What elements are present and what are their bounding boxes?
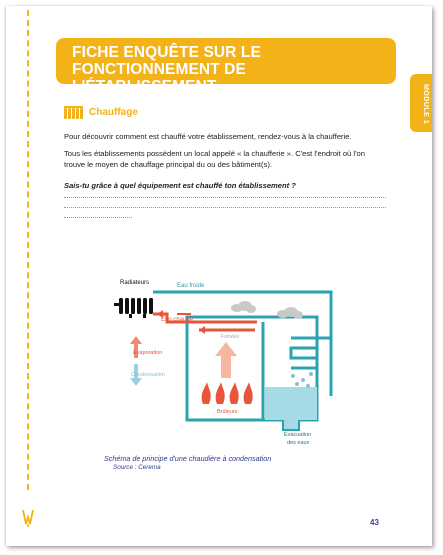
burners-label: Brûleurs [217, 409, 238, 415]
condensate-tank [265, 387, 317, 420]
answer-line-1[interactable] [64, 197, 386, 198]
margin-dashed-line [27, 10, 29, 490]
answer-line-2[interactable] [64, 207, 386, 208]
drain-pipe [283, 420, 299, 430]
chaufferie-paragraph: Tous les établissements possèdent un local appelé « la chaufferie ». C'est l'endroit où l'on trouve le moyen de chauffage principal du ou des bâtiment(s). [64, 149, 365, 169]
intro-paragraph: Pour découvrir comment est chauffé votre établissement, rendez-vous à la chaufferie. [64, 132, 352, 141]
answer-line-3[interactable] [64, 217, 132, 218]
figure-source: Source : Cerema [113, 464, 161, 471]
radiateurs-label: Radiateurs [120, 280, 150, 286]
hot-water-label: Eau chaude [161, 317, 194, 323]
fumes-label: Fumées [221, 334, 240, 340]
page-title: FICHE ENQUÊTE SUR LE FONCTIONNEMENT DE L'ÉTABLISSEMENT [72, 44, 261, 95]
radiator-icon [114, 298, 153, 318]
brand-mark-icon [20, 508, 36, 528]
drain-label-2: des eaux [287, 440, 310, 446]
smoke-cloud-icon [231, 301, 256, 313]
evaporation-label: Évaporation [133, 350, 163, 356]
figure-caption: Schéma de principe d'une chaudière à condensation [104, 454, 272, 463]
boiler-diagram [105, 270, 345, 452]
question-text: Sais-tu grâce à quel équipement est chauffé ton établissement ? [64, 181, 296, 190]
section-title: Chauffage [89, 107, 138, 118]
cold-water-label: Eau froide [177, 283, 205, 289]
drain-label: Évacuation [284, 432, 312, 438]
module-tab-label: MODULE 1 [422, 83, 429, 125]
page-number: 43 [370, 518, 379, 527]
radiator-icon [64, 106, 84, 120]
condensation-label: Condensation [131, 372, 165, 378]
